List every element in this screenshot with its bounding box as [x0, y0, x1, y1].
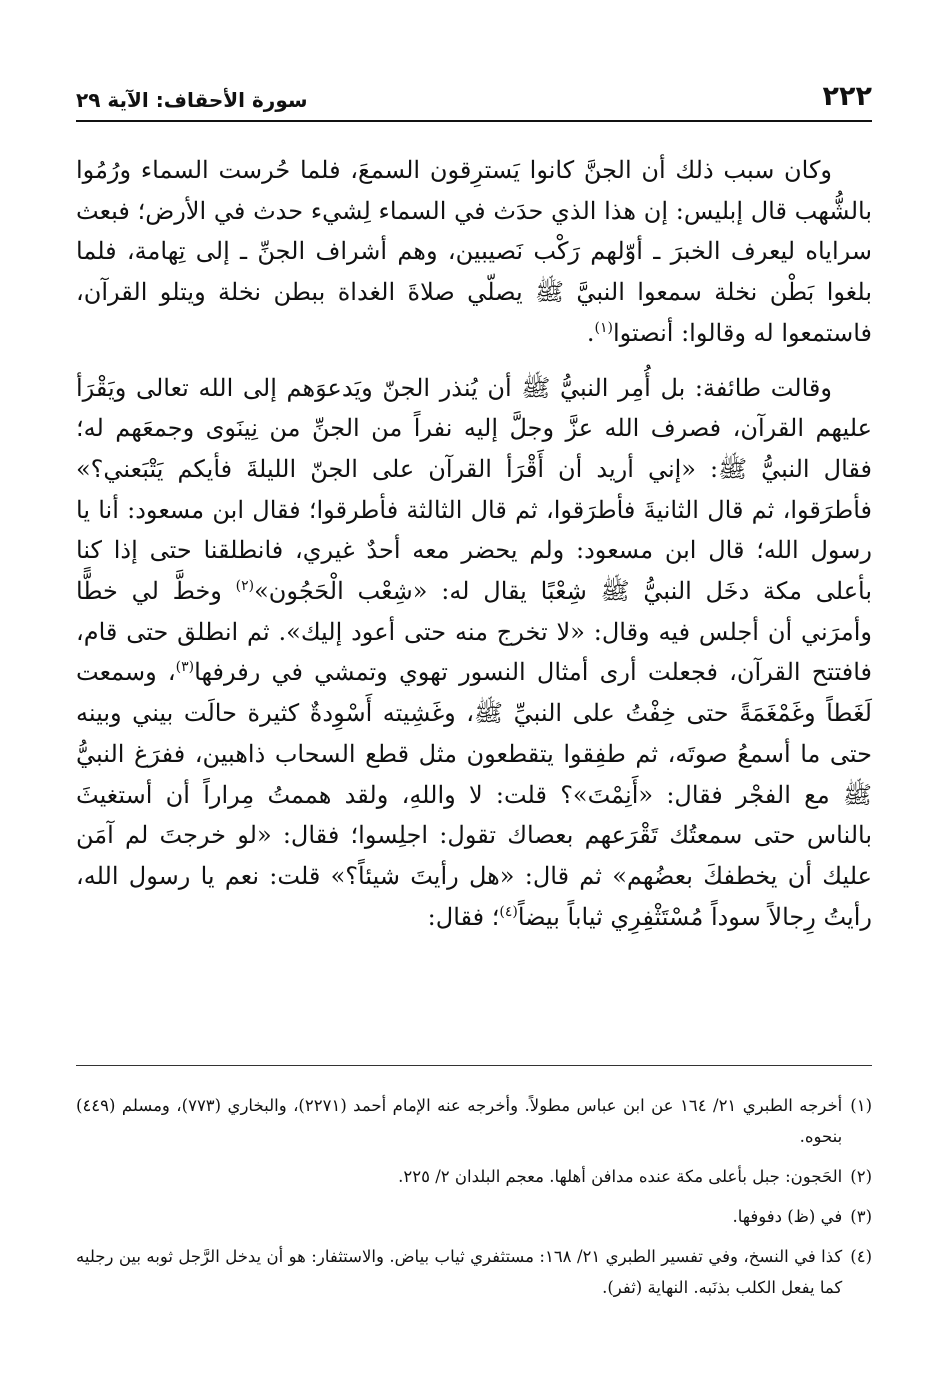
page-number: ٢٢٢ [822, 81, 872, 112]
footnote-number: (٣) [850, 1207, 872, 1226]
footnote-separator [76, 1065, 872, 1066]
footnote-text: في (ظ) دفوفها. [732, 1207, 843, 1226]
paragraph-tail: ، وسمعت لَغَطاً وغَمْغَمَةً حتى خِفْتُ على النبيِّ ﷺ، وغَشِيته أَسْوِدةٌ كثيرة حالَت بيني وبينه حتى ما أسمعُ صوتَه، ثم طفِقوا يتقطعون مثل قطع السحاب ذاهبين، ففرَغ النبيُّ ﷺ مع الفجْر فقال: «أَنِمْتَ»؟ قلت: لا واللهِ، ولقد هممتُ مِراراً أن أستغيثَ بالناس حتى سمعتُك تَقْرَعهم بعصاك تقول: اجلِسوا؛ فقال: «لو خرجتَ لم آمَن عليك أن يخطفكَ بعضُهم» ثم قال: «هل رأيتَ شيئاً؟» قلت: نعم يا رسول الله، رأيتُ رِجالاً سوداً مُسْتَثْفِرِي ثياباً بيضاً [76, 658, 872, 931]
footnote-ref: (٤) [499, 903, 518, 920]
paragraph [76, 150, 872, 354]
footnotes [76, 1090, 872, 1312]
paragraph-text: وكان سبب ذلك أن الجنَّ كانوا يَسترِقون السمعَ، فلما حُرست السماء ورُمُوا بالشُّهب قال إبليس: إن هذا الذي حدَث في السماء لِشيء حدث في الأرض؛ فبعث سراياه ليعرف الخبرَ ـ أوّلهم رَكْب نَصيبين، وهم أشراف الجنِّ ـ إلى تِهامة، فلما بلغوا بَطْن نخلة سمعوا النبيَّ ﷺ يصلّي صلاةَ الغداة ببطن نخلة ويتلو القرآن، فاستمعوا له وقالوا: أنصتوا [76, 156, 872, 347]
paragraph-text: وقالت طائفة: بل أُمِر النبيُّ ﷺ أن يُنذر الجنّ ويَدعوَهم إلى الله تعالى ويَقْرَأ عليهم القرآن، فصرف الله عزَّ وجلَّ إليه نفراً من الجنِّ من نِينَوى وجمعَهم له؛ فقال النبيُّ ﷺ: «إني أريد أن أَقْرَأ القرآن على الجنّ الليلةَ فأيكم يَتْبَعني؟» فأطرَقوا، ثم قال الثانيةَ فأطرَقوا، ثم قال الثالثة فأطرقوا؛ فقال ابن مسعود: أنا يا رسول الله؛ قال ابن مسعود: ولم يحضر معه أحدٌ غيري، فانطلقنا حتى إذا كنا بأعلى مكة دخَل النبيُّ ﷺ شِعْبًا يقال له: «شِعْب الْحَجُون» [76, 373, 873, 606]
paragraph-tail: وخطَّ لي خطًّا وأمرَني أن أجلس فيه وقال: «لا تخرج منه حتى أعود إليك». ثم انطلق حتى قام، فافتتح القرآن، فجعلت أرى أمثال النسور تهوي وتمشي في رفرفها [76, 577, 872, 687]
footnote [76, 1090, 872, 1152]
paragraph-tail: . [586, 318, 595, 347]
running-title: سورة الأحقاف: الآية ٢٩ [76, 88, 308, 112]
paragraph-tail: ؛ فقال: [427, 902, 500, 931]
footnote-number: (١) [850, 1096, 872, 1115]
footnote-ref: (١) [594, 319, 613, 336]
footnote-ref: (٣) [175, 659, 195, 676]
footnote [76, 1201, 872, 1232]
footnote [76, 1161, 872, 1192]
footnote-ref: (٢) [235, 578, 255, 595]
footnote-text: الحَجون: جبل بأعلى مكة عنده مدافن أهلها. معجم البلدان ٢/ ٢٢٥. [398, 1167, 843, 1186]
paragraph [76, 368, 872, 938]
page-header [76, 72, 872, 122]
footnote-number: (٤) [850, 1247, 872, 1266]
footnote-text: أخرجه الطبري ٢١/ ١٦٤ عن ابن عباس مطولاً. وأخرجه عنه الإمام أحمد (٢٢٧١)، والبخاري (٧٧٣)، ومسلم (٤٤٩) بنحوه. [76, 1096, 843, 1146]
main-text [76, 150, 872, 937]
footnote-number: (٢) [850, 1167, 872, 1186]
footnote-text: كذا في النسخ، وفي تفسير الطبري ٢١/ ١٦٨: مستثفري ثياب بياض. والاستثفار: هو أن يدخل الرَّجل ثوبه بين رجليه كما يفعل الكلب بذنَبه. النهاية (ثفر). [76, 1247, 843, 1297]
footnote [76, 1241, 872, 1303]
